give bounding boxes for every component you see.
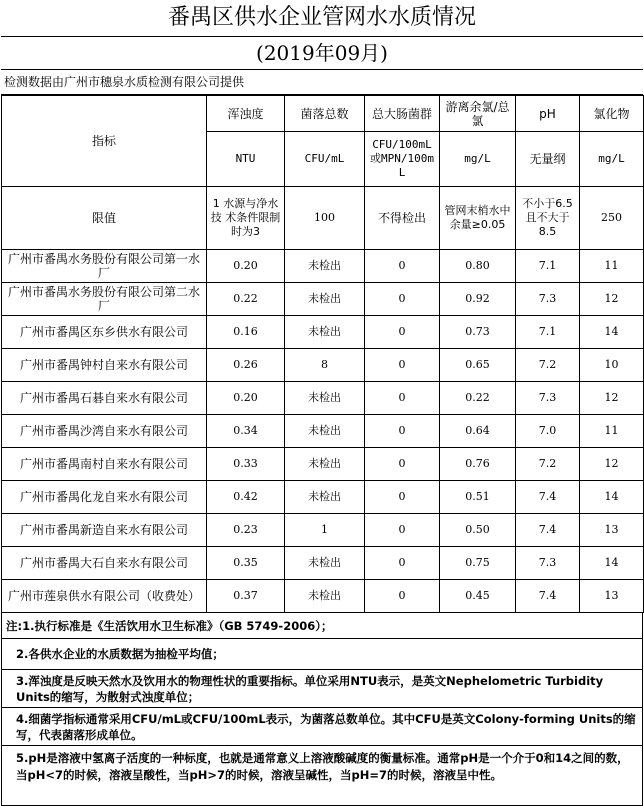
table-row (2, 514, 644, 547)
notes (1, 613, 643, 806)
cell-colony: 未检出 (285, 415, 365, 448)
cell-turbidity: 0.26 (207, 349, 285, 382)
col-unit-colony: CFU/mL (285, 132, 365, 187)
cell-coliform: 0 (365, 481, 440, 514)
table-row (2, 580, 644, 613)
col-unit-chloride: mg/L (580, 132, 644, 187)
note-5: 5.pH是溶液中氢离子活度的一种标度，也就是通常意义上溶液酸碱度的衡量标准。通常pH是一个介于0和14之间的数，当pH<7的时候，溶液呈酸性，当pH>7的时候，溶液呈碱性，当pH=7的时候，溶液呈中性。 (1, 746, 643, 806)
cell-ph: 7.3 (516, 283, 580, 316)
cell-colony: 未检出 (285, 580, 365, 613)
col-name-chloride: 氯化物 (580, 96, 644, 132)
col-name-coliform: 总大肠菌群 (365, 96, 440, 132)
cell-turbidity: 0.20 (207, 250, 285, 283)
table-row (2, 448, 644, 481)
cell-colony: 1 (285, 514, 365, 547)
cell-chloride: 13 (580, 514, 644, 547)
cell-ph: 7.3 (516, 547, 580, 580)
table-row (2, 382, 644, 415)
limit-ph: 不小于6.5且不大于8.5 (516, 187, 580, 250)
cell-coliform: 0 (365, 382, 440, 415)
note-1: 注:1.执行标准是《生活饮用水卫生标准》（GB 5749-2006）； (1, 613, 643, 639)
limit-chlorine: 管网末梢水中 余量≥0.05 (440, 187, 516, 250)
cell-colony: 未检出 (285, 448, 365, 481)
table-row (2, 481, 644, 514)
water-quality-table (1, 95, 644, 613)
cell-colony: 8 (285, 349, 365, 382)
company-name: 广州市番禺水务股份有限公司第一水厂 (2, 250, 207, 283)
cell-turbidity: 0.20 (207, 382, 285, 415)
data-rows (2, 250, 644, 613)
cell-ph: 7.2 (516, 349, 580, 382)
company-name: 广州市番禺化龙自来水有限公司 (2, 481, 207, 514)
cell-coliform: 0 (365, 547, 440, 580)
cell-chlorine: 0.80 (440, 250, 516, 283)
cell-chloride: 14 (580, 316, 644, 349)
cell-ph: 7.2 (516, 448, 580, 481)
table-row (2, 250, 644, 283)
data-source: 检测数据由广州市穗泉水质检测有限公司提供 (1, 70, 643, 95)
cell-coliform: 0 (365, 316, 440, 349)
note-4: 4.细菌学指标通常采用CFU/mL或CFU/100mL表示，为菌落总数单位。其中CFU是英文Colony-forming Units的缩写，代表菌落形成单位。 (1, 708, 643, 746)
header-row-names (2, 96, 644, 132)
col-name-chlorine: 游离余氯/总氯 (440, 96, 516, 132)
cell-coliform: 0 (365, 283, 440, 316)
limit-turbidity: 1 水源与净水技 术条件限制时为3 (207, 187, 285, 250)
cell-ph: 7.4 (516, 514, 580, 547)
cell-ph: 7.3 (516, 382, 580, 415)
cell-chlorine: 0.75 (440, 547, 516, 580)
limit-row (2, 187, 644, 250)
col-name-turbidity: 浑浊度 (207, 96, 285, 132)
page-title: 番禺区供水企业管网水水质情况 (1, 0, 643, 37)
note-2: 2.各供水企业的水质数据为抽检平均值； (1, 639, 643, 670)
col-unit-coliform: CFU/100mL或MPN/100mL (365, 132, 440, 187)
limit-coliform: 不得检出 (365, 187, 440, 250)
cell-chloride: 11 (580, 415, 644, 448)
col-name-colony: 菌落总数 (285, 96, 365, 132)
table-row (2, 547, 644, 580)
cell-colony: 未检出 (285, 547, 365, 580)
cell-colony: 未检出 (285, 382, 365, 415)
cell-coliform: 0 (365, 415, 440, 448)
cell-turbidity: 0.37 (207, 580, 285, 613)
col-unit-turbidity: NTU (207, 132, 285, 187)
cell-turbidity: 0.35 (207, 547, 285, 580)
cell-chloride: 12 (580, 382, 644, 415)
cell-coliform: 0 (365, 250, 440, 283)
report-sheet (1, 0, 643, 806)
cell-colony: 未检出 (285, 316, 365, 349)
indicator-label: 指标 (2, 96, 207, 187)
table-row (2, 415, 644, 448)
company-name: 广州市番禺钟村自来水有限公司 (2, 349, 207, 382)
company-name: 广州市莲泉供水有限公司（收费处） (2, 580, 207, 613)
cell-chloride: 14 (580, 481, 644, 514)
cell-chloride: 12 (580, 283, 644, 316)
note-3: 3.浑浊度是反映天然水及饮用水的物理性状的重要指标。单位采用NTU表示，是英文Nephelometric Turbidity Units的缩写，为散射式浊度单位； (1, 670, 643, 708)
cell-chlorine: 0.22 (440, 382, 516, 415)
cell-chlorine: 0.73 (440, 316, 516, 349)
limit-label: 限值 (2, 187, 207, 250)
cell-turbidity: 0.22 (207, 283, 285, 316)
cell-chlorine: 0.65 (440, 349, 516, 382)
col-unit-ph: 无量纲 (516, 132, 580, 187)
cell-coliform: 0 (365, 349, 440, 382)
company-name: 广州市番禺大石自来水有限公司 (2, 547, 207, 580)
cell-turbidity: 0.16 (207, 316, 285, 349)
cell-coliform: 0 (365, 580, 440, 613)
company-name: 广州市番禺新造自来水有限公司 (2, 514, 207, 547)
company-name: 广州市番禺南村自来水有限公司 (2, 448, 207, 481)
col-unit-chlorine: mg/L (440, 132, 516, 187)
cell-turbidity: 0.23 (207, 514, 285, 547)
cell-chloride: 12 (580, 448, 644, 481)
cell-ph: 7.1 (516, 316, 580, 349)
cell-ph: 7.4 (516, 580, 580, 613)
cell-ph: 7.1 (516, 250, 580, 283)
cell-chlorine: 0.64 (440, 415, 516, 448)
cell-chlorine: 0.76 (440, 448, 516, 481)
company-name: 广州市番禺沙湾自来水有限公司 (2, 415, 207, 448)
company-name: 广州市番禺区东乡供水有限公司 (2, 316, 207, 349)
cell-chlorine: 0.50 (440, 514, 516, 547)
table-row (2, 349, 644, 382)
limit-colony: 100 (285, 187, 365, 250)
company-name: 广州市番禺水务股份有限公司第二水厂 (2, 283, 207, 316)
cell-chlorine: 0.45 (440, 580, 516, 613)
page-subtitle: (2019年09月) (1, 37, 643, 70)
cell-turbidity: 0.42 (207, 481, 285, 514)
cell-turbidity: 0.34 (207, 415, 285, 448)
cell-chlorine: 0.51 (440, 481, 516, 514)
cell-colony: 未检出 (285, 481, 365, 514)
cell-chloride: 10 (580, 349, 644, 382)
company-name: 广州市番禺石碁自来水有限公司 (2, 382, 207, 415)
cell-coliform: 0 (365, 448, 440, 481)
cell-chlorine: 0.92 (440, 283, 516, 316)
cell-coliform: 0 (365, 514, 440, 547)
cell-chloride: 11 (580, 250, 644, 283)
cell-ph: 7.4 (516, 481, 580, 514)
cell-ph: 7.0 (516, 415, 580, 448)
cell-chloride: 13 (580, 580, 644, 613)
cell-colony: 未检出 (285, 250, 365, 283)
limit-chloride: 250 (580, 187, 644, 250)
table-row (2, 316, 644, 349)
cell-turbidity: 0.33 (207, 448, 285, 481)
table-row (2, 283, 644, 316)
col-name-ph: pH (516, 96, 580, 132)
cell-chloride: 14 (580, 547, 644, 580)
cell-colony: 未检出 (285, 283, 365, 316)
